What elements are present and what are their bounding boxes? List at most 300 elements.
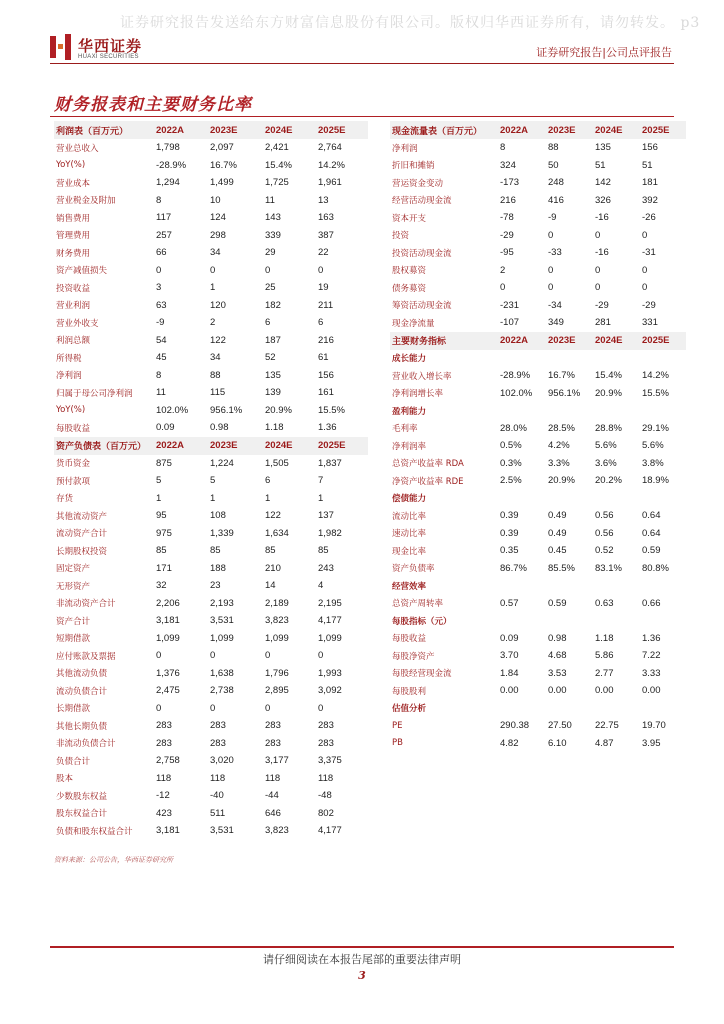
row-label: 资产负债率 [392, 564, 435, 575]
value-cell: 1 [156, 492, 162, 504]
table-row [54, 717, 368, 735]
row-label: 股权募资 [392, 266, 427, 277]
value-cell: 85.5% [548, 562, 575, 574]
value-cell: 392 [642, 194, 658, 206]
value-cell: 1 [265, 492, 271, 504]
value-cell: 216 [318, 334, 334, 346]
value-cell: 45 [156, 352, 167, 364]
value-cell: 3,375 [318, 755, 342, 767]
value-cell: 1,725 [265, 177, 289, 189]
value-cell: 20.9% [595, 387, 622, 399]
value-cell: 298 [210, 229, 226, 241]
empty-cell [593, 350, 640, 368]
value-cell: 34 [210, 247, 221, 259]
empty-cell [498, 612, 546, 630]
row-label: 负债和股东权益合计 [56, 826, 133, 837]
row-label: PE [392, 720, 403, 731]
value-cell: 0 [318, 702, 324, 714]
table-row [54, 349, 368, 367]
value-cell: 142 [595, 177, 611, 189]
value-cell: 3,177 [265, 755, 289, 767]
value-cell: 25 [265, 282, 276, 294]
value-cell: -34 [548, 299, 562, 311]
table-row [54, 752, 368, 770]
value-cell: 0.64 [642, 510, 661, 522]
value-cell: 243 [318, 562, 334, 574]
value-cell: 137 [318, 510, 334, 522]
value-cell: 1,638 [210, 667, 234, 679]
table-row [390, 595, 686, 613]
value-cell: 14 [265, 580, 276, 592]
group-title: 估值分析 [392, 704, 427, 715]
value-cell: -95 [500, 247, 514, 259]
value-cell: -107 [500, 317, 520, 329]
table-row [54, 419, 368, 437]
value-cell: 2,475 [156, 685, 180, 697]
value-cell: -28.9% [156, 159, 187, 171]
value-cell: -231 [500, 299, 520, 311]
table-row [54, 174, 368, 192]
group-title: 每股指标（元） [392, 616, 452, 627]
value-cell: 1 [210, 282, 216, 294]
table-row [390, 560, 686, 578]
table-row [54, 297, 368, 315]
table-row [54, 314, 368, 332]
footer-disclaimer: 请仔细阅读在本报告尾部的重要法律声明 [263, 953, 461, 966]
value-cell: -16 [595, 212, 609, 224]
table-row [54, 612, 368, 630]
value-cell: 95 [156, 510, 167, 522]
watermark-text: 证券研究报告发送给东方财富信息股份有限公司。版权归华西证券所有，请勿转发。 p3 [120, 15, 701, 31]
value-cell: 0.00 [595, 685, 614, 697]
table-row [54, 472, 368, 490]
value-cell: 3.33 [642, 667, 661, 679]
row-label: 营业收入增长率 [392, 371, 452, 382]
table-row [54, 192, 368, 210]
table-row [54, 787, 368, 805]
value-cell: 7 [318, 475, 324, 487]
table-row [54, 822, 368, 840]
table-row [54, 630, 368, 648]
table-row [54, 525, 368, 543]
value-cell: 1,294 [156, 177, 180, 189]
value-cell: 32 [156, 580, 167, 592]
table-row [54, 665, 368, 683]
value-cell: 3.95 [642, 737, 661, 749]
section-divider [50, 116, 674, 117]
value-cell: 54 [156, 334, 167, 346]
value-cell: 0.59 [548, 597, 567, 609]
table-row [390, 314, 686, 332]
year-header: 2024E [593, 121, 640, 139]
value-cell: 1.36 [318, 422, 337, 434]
table-title: 主要财务指标 [390, 332, 498, 350]
group-title: 偿债能力 [392, 494, 427, 505]
header-divider [50, 63, 674, 64]
value-cell: 1,224 [210, 457, 234, 469]
value-cell: 163 [318, 212, 334, 224]
value-cell: 0 [642, 264, 648, 276]
value-cell: 326 [595, 194, 611, 206]
value-cell: 80.8% [642, 562, 669, 574]
value-cell: 19.70 [642, 720, 666, 732]
value-cell: 85 [156, 545, 167, 557]
value-cell: 210 [265, 562, 281, 574]
value-cell: 3,092 [318, 685, 342, 697]
row-label: 流动比率 [392, 511, 427, 522]
year-header: 2024E [263, 437, 316, 455]
value-cell: 6 [265, 317, 271, 329]
year-header: 2022A [154, 437, 208, 455]
value-cell: -31 [642, 247, 656, 259]
value-cell: 2,758 [156, 755, 180, 767]
value-cell: 349 [548, 317, 564, 329]
table-row [54, 577, 368, 595]
year-header: 2022A [154, 121, 208, 139]
value-cell: 115 [210, 387, 226, 399]
year-header: 2025E [640, 332, 686, 350]
row-label: 无形资产 [56, 581, 91, 592]
value-cell: 120 [210, 299, 226, 311]
company-logo [50, 34, 170, 64]
value-cell: 18.9% [642, 475, 669, 487]
value-cell: 5.6% [595, 440, 617, 452]
value-cell: 20.9% [265, 404, 292, 416]
value-cell: 3.3% [548, 457, 570, 469]
value-cell: 1,993 [318, 667, 342, 679]
table-row [54, 367, 368, 385]
row-label: 投资活动现金流 [392, 248, 452, 259]
value-cell: -33 [548, 247, 562, 259]
table-row [390, 525, 686, 543]
group-title: 经营效率 [392, 581, 427, 592]
table-row [390, 279, 686, 297]
value-cell: 5 [156, 475, 162, 487]
empty-cell [546, 402, 593, 420]
row-label: 每股净资产 [392, 651, 435, 662]
table-row [390, 630, 686, 648]
row-label: 现金净流量 [392, 318, 435, 329]
value-cell: 2,738 [210, 685, 234, 697]
value-cell: 1,505 [265, 457, 289, 469]
value-cell: 88 [210, 369, 221, 381]
value-cell: 85 [318, 545, 329, 557]
row-label: 折旧和摊销 [392, 161, 435, 172]
value-cell: 181 [642, 177, 658, 189]
table-row [54, 157, 368, 175]
value-cell: 6 [318, 317, 324, 329]
value-cell: 1.18 [265, 422, 284, 434]
row-label: 资本开支 [392, 213, 427, 224]
value-cell: 0 [210, 702, 216, 714]
empty-cell [593, 700, 640, 718]
row-label: 投资收益 [56, 283, 91, 294]
value-cell: 956.1% [548, 387, 581, 399]
table-row [390, 735, 686, 753]
value-cell: -29 [595, 299, 609, 311]
value-cell: 1,796 [265, 667, 289, 679]
value-cell: 1,499 [210, 177, 234, 189]
row-label: 流动负债合计 [56, 686, 108, 697]
table-row [390, 244, 686, 262]
value-cell: 15.5% [642, 387, 669, 399]
value-cell: 5 [210, 475, 216, 487]
value-cell: 85 [210, 545, 221, 557]
value-cell: 156 [318, 369, 334, 381]
value-cell: 0.00 [500, 685, 519, 697]
row-label: YoY(%) [56, 405, 86, 416]
row-label: 财务费用 [56, 248, 91, 259]
row-label: 经营活动现金流 [392, 196, 452, 207]
row-label: 总资产收益率 RDA [392, 459, 464, 470]
empty-cell [498, 577, 546, 595]
value-cell: 85 [265, 545, 276, 557]
value-cell: 86.7% [500, 562, 527, 574]
table-row [54, 770, 368, 788]
row-label: 流动资产合计 [56, 529, 108, 540]
right-financial-table [390, 121, 686, 752]
value-cell: 0 [210, 650, 216, 662]
row-label: 长期股权投资 [56, 546, 108, 557]
row-label: 现金比率 [392, 546, 427, 557]
value-cell: 118 [318, 772, 334, 784]
value-cell: 83.1% [595, 562, 622, 574]
row-label: 速动比率 [392, 529, 427, 540]
value-cell: 3,531 [210, 825, 234, 837]
value-cell: -16 [595, 247, 609, 259]
value-cell: 283 [210, 720, 226, 732]
value-cell: 0 [265, 702, 271, 714]
value-cell: 0 [210, 264, 216, 276]
table-row [390, 385, 686, 403]
row-label: 长期借款 [56, 704, 91, 715]
value-cell: 1,837 [318, 457, 342, 469]
row-label: 毛利率 [392, 424, 418, 435]
value-cell: 1 [318, 492, 324, 504]
value-cell: 0.98 [548, 632, 567, 644]
table-row [390, 682, 686, 700]
value-cell: 511 [210, 807, 226, 819]
empty-cell [546, 577, 593, 595]
year-header: 2024E [263, 121, 316, 139]
value-cell: 4.68 [548, 650, 567, 662]
empty-cell [546, 350, 593, 368]
value-cell: 2.5% [500, 475, 522, 487]
value-cell: -173 [500, 177, 520, 189]
value-cell: 117 [156, 212, 172, 224]
table-row [390, 174, 686, 192]
year-header: 2023E [208, 437, 263, 455]
value-cell: 135 [595, 142, 611, 154]
row-label: 股东权益合计 [56, 809, 108, 820]
value-cell: -44 [265, 790, 279, 802]
row-label: 非流动负债合计 [56, 739, 116, 750]
value-cell: 0.49 [548, 510, 567, 522]
value-cell: 11 [265, 194, 275, 206]
table-row [54, 647, 368, 665]
value-cell: 3,181 [156, 825, 180, 837]
empty-cell [640, 402, 686, 420]
value-cell: 8 [156, 369, 162, 381]
value-cell: 339 [265, 229, 281, 241]
value-cell: 2,895 [265, 685, 289, 697]
year-header: 2022A [498, 121, 546, 139]
value-cell: 0 [642, 229, 648, 241]
left-financial-table [54, 121, 368, 840]
value-cell: 0.5% [500, 440, 522, 452]
table-row [54, 402, 368, 420]
group-header-row [390, 350, 686, 368]
value-cell: 0 [548, 264, 554, 276]
value-cell: 88 [548, 142, 559, 154]
value-cell: -40 [210, 790, 224, 802]
value-cell: 1,634 [265, 527, 289, 539]
row-label: 应付账款及票据 [56, 651, 116, 662]
value-cell: 956.1% [210, 404, 243, 416]
value-cell: 0.59 [642, 545, 661, 557]
value-cell: 3,823 [265, 615, 289, 627]
value-cell: 324 [500, 159, 516, 171]
value-cell: 29.1% [642, 422, 669, 434]
value-cell: 1.84 [500, 667, 519, 679]
value-cell: 0 [595, 264, 601, 276]
empty-cell [498, 350, 546, 368]
value-cell: 0 [156, 702, 162, 714]
value-cell: 0.39 [500, 510, 519, 522]
value-cell: 23 [210, 580, 221, 592]
value-cell: 2,421 [265, 142, 289, 154]
value-cell: 216 [500, 194, 516, 206]
value-cell: 0 [595, 282, 601, 294]
value-cell: 63 [156, 299, 167, 311]
row-label: 净资产收益率 RDE [392, 476, 464, 487]
row-label: 销售费用 [56, 213, 91, 224]
value-cell: 20.2% [595, 475, 622, 487]
value-cell: 0.64 [642, 527, 661, 539]
value-cell: 51 [642, 159, 653, 171]
value-cell: 15.5% [318, 404, 345, 416]
value-cell: 3,823 [265, 825, 289, 837]
row-label: 净利润 [392, 143, 418, 154]
value-cell: 5.86 [595, 650, 614, 662]
value-cell: 2 [500, 264, 506, 276]
table-row [54, 244, 368, 262]
table-row [54, 735, 368, 753]
row-label: 其他流动负债 [56, 669, 108, 680]
table-row [390, 542, 686, 560]
logo-text-en: HUAXI SECURITIES [78, 54, 139, 60]
table-header-row [390, 332, 686, 350]
table-row [54, 227, 368, 245]
row-label: YoY(%) [56, 160, 86, 171]
year-header: 2025E [316, 121, 368, 139]
value-cell: 8 [156, 194, 162, 206]
table-row [390, 157, 686, 175]
value-cell: 4,177 [318, 615, 342, 627]
value-cell: 124 [210, 212, 226, 224]
empty-cell [593, 577, 640, 595]
value-cell: 4.87 [595, 737, 614, 749]
row-label: 管理费用 [56, 231, 91, 242]
value-cell: 118 [210, 772, 226, 784]
row-label: 每股收益 [392, 634, 427, 645]
row-label: 每股股利 [392, 686, 427, 697]
value-cell: 248 [548, 177, 564, 189]
value-cell: 10 [210, 194, 221, 206]
value-cell: 51 [595, 159, 606, 171]
value-cell: 283 [265, 720, 281, 732]
value-cell: 16.7% [210, 159, 237, 171]
year-header: 2024E [593, 332, 640, 350]
value-cell: -26 [642, 212, 656, 224]
value-cell: 182 [265, 299, 281, 311]
empty-cell [640, 577, 686, 595]
table-row [390, 209, 686, 227]
group-header-row [390, 700, 686, 718]
value-cell: 108 [210, 510, 226, 522]
value-cell: 122 [265, 510, 281, 522]
value-cell: 143 [265, 212, 281, 224]
row-label: 净利润率 [392, 441, 427, 452]
row-label: 营运资金变动 [392, 178, 444, 189]
table-row [54, 682, 368, 700]
value-cell: 283 [156, 737, 172, 749]
row-label: 归属于母公司净利润 [56, 388, 133, 399]
value-cell: 0.00 [642, 685, 661, 697]
value-cell: 1.18 [595, 632, 614, 644]
group-title: 盈利能力 [392, 406, 427, 417]
row-label: 短期借款 [56, 634, 91, 645]
value-cell: 4,177 [318, 825, 342, 837]
value-cell: 0 [595, 229, 601, 241]
empty-cell [593, 402, 640, 420]
table-header-row [390, 121, 686, 139]
value-cell: 118 [265, 772, 281, 784]
value-cell: 1,099 [318, 632, 342, 644]
value-cell: 331 [642, 317, 658, 329]
table-title: 利润表（百万元） [54, 121, 154, 139]
footer-divider [50, 946, 674, 948]
value-cell: 387 [318, 229, 334, 241]
row-label: 营业总收入 [56, 143, 99, 154]
value-cell: 0.57 [500, 597, 519, 609]
value-cell: 66 [156, 247, 167, 259]
value-cell: 0.09 [500, 632, 519, 644]
table-row [54, 560, 368, 578]
year-header: 2023E [546, 121, 593, 139]
value-cell: 3 [156, 282, 162, 294]
value-cell: 0 [265, 264, 271, 276]
value-cell: 423 [156, 807, 172, 819]
row-label: 其他流动资产 [56, 511, 108, 522]
value-cell: 4.2% [548, 440, 570, 452]
table-row [390, 367, 686, 385]
value-cell: 1,099 [265, 632, 289, 644]
value-cell: 2,193 [210, 597, 234, 609]
value-cell: 283 [318, 737, 334, 749]
value-cell: 283 [265, 737, 281, 749]
row-label: 每股收益 [56, 423, 91, 434]
value-cell: 0 [500, 282, 506, 294]
value-cell: 416 [548, 194, 564, 206]
value-cell: 283 [318, 720, 334, 732]
value-cell: 6 [265, 475, 271, 487]
row-label: 货币资金 [56, 459, 91, 470]
value-cell: 2,097 [210, 142, 234, 154]
table-row [54, 490, 368, 508]
row-label: 其他长期负债 [56, 721, 108, 732]
value-cell: 14.2% [318, 159, 345, 171]
